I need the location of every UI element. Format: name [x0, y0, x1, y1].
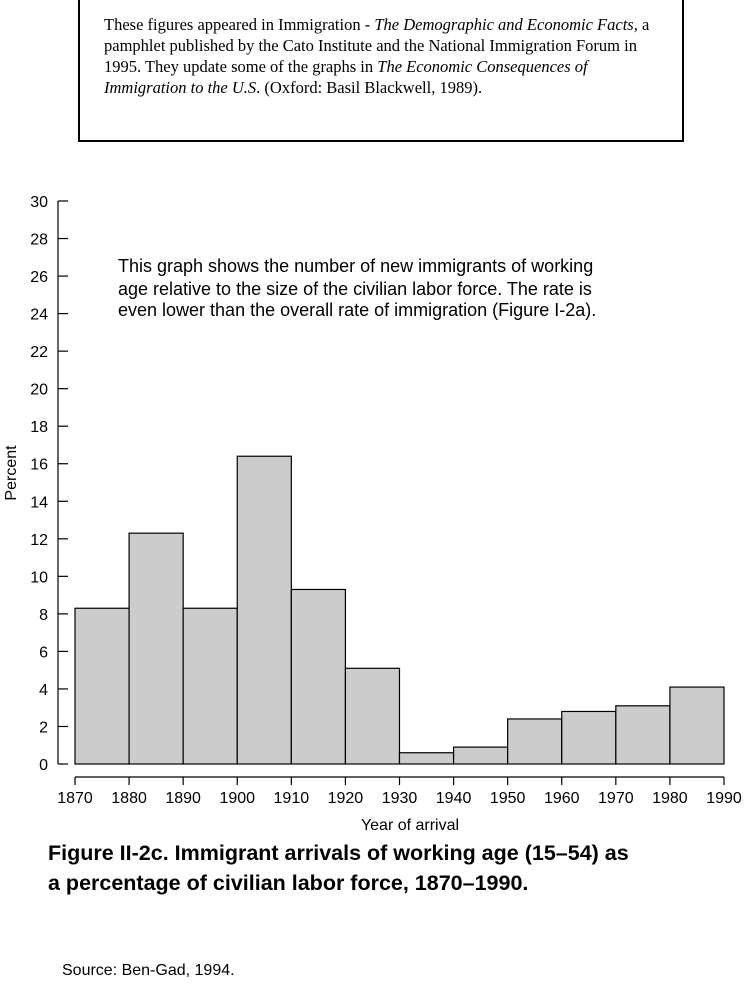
x-tick-label-1910: 1910	[273, 790, 310, 807]
x-tick-label-1870: 1870	[57, 790, 93, 807]
y-tick-label-30: 30	[30, 194, 48, 211]
bar-1920	[345, 668, 399, 764]
annotation-group	[118, 256, 596, 320]
y-tick-label-14: 14	[30, 494, 48, 512]
annotation-line-2: age relative to the size of the civilian labor force. The rate is	[118, 279, 592, 299]
x-tick-label-1950: 1950	[489, 790, 526, 807]
y-tick-label-22: 22	[30, 344, 48, 362]
bar-1910	[291, 589, 345, 764]
annotation-line-3: even lower than the overall rate of immigration (Figure I-2a).	[118, 300, 597, 320]
y-tick-label-28: 28	[30, 231, 48, 249]
y-tick-label-10: 10	[30, 569, 48, 587]
figure-caption	[48, 838, 738, 898]
y-tick-label-8: 8	[39, 606, 48, 624]
x-tick-label-1930: 1930	[381, 790, 418, 807]
bar-1980	[670, 687, 724, 764]
x-tick-label-1960: 1960	[543, 790, 580, 807]
x-tick-label-1890: 1890	[165, 790, 201, 807]
y-axis-label: Percent	[3, 445, 20, 501]
caption-line-2: a percentage of civilian labor force, 1870–1990.	[48, 871, 529, 895]
x-tick-label-1970: 1970	[598, 790, 634, 807]
y-tick-label-12: 12	[30, 531, 48, 549]
x-tick-label-1990: 1990	[706, 790, 742, 807]
y-tick-label-2: 2	[39, 719, 48, 737]
y-tick-label-16: 16	[30, 456, 48, 474]
annotation-line-1: This graph shows the number of new immigrants of working	[118, 256, 594, 276]
y-tick-label-0: 0	[39, 757, 48, 774]
bar-1960	[562, 711, 616, 764]
bar-1880	[129, 533, 183, 764]
bar-1970	[616, 706, 670, 764]
y-tick-label-26: 26	[30, 269, 48, 287]
note-text-3: . (Oxford: Basil Blackwell, 1989).	[256, 78, 483, 97]
y-tick-label-4: 4	[39, 681, 48, 699]
bar-1870	[75, 608, 129, 764]
x-tick-label-1900: 1900	[219, 790, 256, 807]
note-title-1: The Demographic and Economic Facts	[374, 15, 634, 34]
bar-1950	[508, 719, 562, 764]
x-tick-label-1980: 1980	[652, 790, 688, 807]
x-axis-label: Year of arrival	[360, 817, 460, 834]
source-credit: Source: Ben-Gad, 1994.	[62, 962, 235, 979]
y-tick-label-20: 20	[30, 381, 48, 399]
note-text-2: , a pamphlet published by the Cato Institute and the National Immigration Forum in 1995. They update some of the graphs in	[104, 15, 650, 76]
y-tick-label-18: 18	[30, 419, 48, 437]
bar-1900	[237, 456, 291, 764]
bars-group	[75, 456, 724, 764]
source-note-box	[78, 0, 684, 142]
x-tick-label-1880: 1880	[111, 790, 147, 807]
caption-line-1: Figure II-2c. Immigrant arrivals of working age (15–54) as	[48, 841, 629, 865]
note-title-2: The Economic Consequences of Immigration to the U.S	[104, 57, 588, 97]
bar-1940	[454, 747, 508, 764]
bar-1930	[400, 753, 454, 764]
bar-1890	[183, 608, 237, 764]
note-text-1: These figures appeared in Immigration -	[104, 15, 375, 34]
y-tick-label-6: 6	[39, 644, 48, 662]
x-tick-label-1940: 1940	[435, 790, 472, 807]
x-tick-label-1920: 1920	[327, 790, 364, 807]
histogram-chart	[0, 185, 747, 835]
y-tick-label-24: 24	[30, 306, 48, 324]
